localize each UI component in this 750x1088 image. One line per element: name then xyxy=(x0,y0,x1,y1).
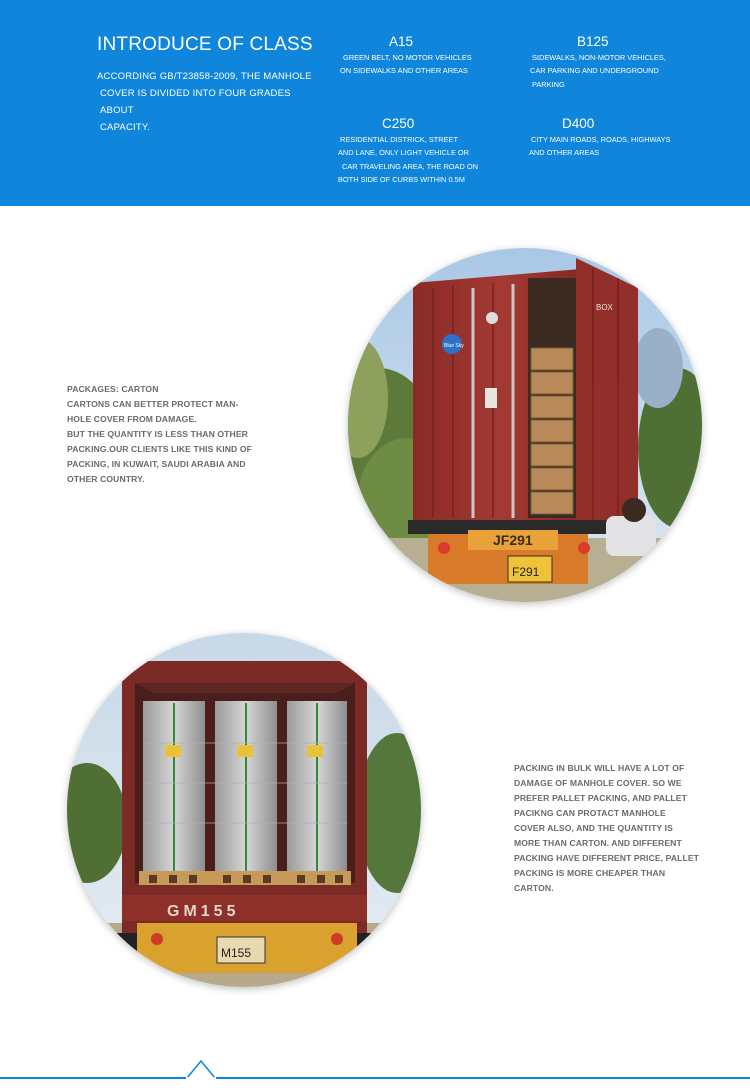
text-line: PACKING, IN KUWAIT, SAUDI ARABIA AND xyxy=(67,459,246,469)
grade-d400 xyxy=(529,116,689,160)
grade-description xyxy=(529,133,689,160)
grade-name: D400 xyxy=(562,116,595,131)
text-line: DAMAGE OF MANHOLE COVER. SO WE xyxy=(514,778,682,788)
grade-desc-line: CAR PARKING AND UNDERGROUND xyxy=(530,66,659,76)
text-line: PACIKNG CAN PROTACT MANHOLE xyxy=(514,808,666,818)
grade-c250 xyxy=(338,116,498,187)
grade-a15 xyxy=(340,34,490,78)
carton-packing-text xyxy=(67,382,267,487)
truck-plate-top: GM155 xyxy=(167,903,240,920)
text-line: BUT THE QUANTITY IS LESS THAN OTHER xyxy=(67,429,248,439)
grade-desc-line: GREEN BELT, NO MOTOR VEHICLES xyxy=(343,53,472,62)
text-line: CARTONS CAN BETTER PROTECT MAN- xyxy=(67,399,239,409)
grade-desc-line: RESIDENTIAL DISTRICK, STREET xyxy=(340,135,458,144)
grade-desc-line: AND LANE, ONLY LIGHT VEHICLE OR xyxy=(338,148,470,158)
text-line: PACKAGES: CARTON xyxy=(67,384,159,394)
grade-desc-line: CITY MAIN ROADS, ROADS, HIGHWAYS xyxy=(531,135,671,144)
container-logo-text: Blue Sky xyxy=(444,343,464,349)
text-line: MORE THAN CARTON. AND DIFFERENT xyxy=(514,838,682,848)
license-plate: F291 xyxy=(512,565,540,579)
grade-desc-line: BOTH SIDE OF CURBS WITHIN 0.5M xyxy=(338,175,465,185)
banner-title: INTRODUCE OF CLASS xyxy=(97,34,313,55)
pallet-container-photo xyxy=(67,633,421,987)
text-line: COVER ALSO, AND THE QUANTITY IS xyxy=(514,823,673,833)
text-line: PACKING IN BULK WILL HAVE A LOT OF xyxy=(514,763,685,773)
class-intro-banner xyxy=(0,0,750,206)
pallet-packing-text xyxy=(514,761,714,896)
text-line: OTHER COUNTRY. xyxy=(67,474,145,484)
grade-description xyxy=(340,51,490,78)
grade-description xyxy=(529,51,689,91)
text-line: PACKING IS MORE CHEAPER THAN xyxy=(514,868,666,878)
text-line: HOLE COVER FROM DAMAGE. xyxy=(67,414,197,424)
grade-desc-line: CAR TRAVELING AREA, THE ROAD ON xyxy=(342,161,478,171)
grade-description xyxy=(338,133,498,187)
text-line: PACKING HAVE DIFFERENT PRICE, PALLET xyxy=(514,853,700,863)
text-line: CARTON. xyxy=(514,883,554,893)
door-marking: BOX xyxy=(596,303,613,312)
banner-desc-line: COVER IS DIVIDED INTO FOUR GRADES ABOUT xyxy=(100,88,291,116)
grade-name: A15 xyxy=(389,34,414,49)
grade-name: B125 xyxy=(577,34,609,49)
footer-divider xyxy=(0,1077,750,1079)
license-plate: M155 xyxy=(221,946,252,960)
grade-desc-line: ON SIDEWALKS AND OTHER AREAS xyxy=(340,66,468,76)
text-line: PACKING.OUR CLIENTS LIKE THIS KIND OF xyxy=(67,444,252,454)
banner-desc-line: CAPACITY. xyxy=(100,122,151,133)
grade-name: C250 xyxy=(382,116,415,131)
grade-desc-line: PARKING xyxy=(532,79,565,89)
grade-desc-line: AND OTHER AREAS xyxy=(529,148,600,158)
banner-desc-line: ACCORDING GB/T23858-2009, THE MANHOLE xyxy=(97,71,312,82)
truck-plate-top: JF291 xyxy=(493,532,533,548)
carton-container-photo xyxy=(348,248,702,602)
grade-b125 xyxy=(529,34,689,91)
banner-description xyxy=(97,68,323,136)
grade-desc-line: SIDEWALKS, NON-MOTOR VEHICLES, xyxy=(532,53,666,62)
text-line: PREFER PALLET PACKING, AND PALLET xyxy=(514,793,687,803)
triangle-marker-icon xyxy=(186,1060,216,1079)
